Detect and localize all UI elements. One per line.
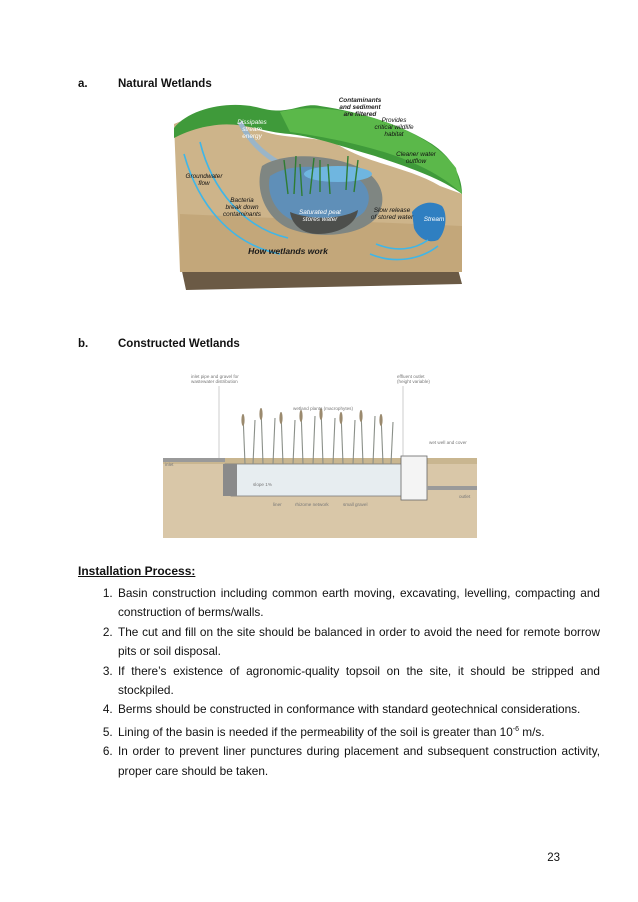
label-groundwater-1: Groundwater — [185, 173, 223, 180]
step-item — [116, 623, 600, 662]
label-provides-3: habitat — [384, 131, 404, 138]
step-text: Lining of the basin is needed if the permeability of the soil is greater than 10 — [118, 724, 513, 739]
step-text: Berms should be constructed in conformance with standard geotechnical considerations. — [118, 702, 581, 717]
label-inlet-pipe-2: wastewater distribution — [191, 379, 238, 384]
label-slow-2: of stored water — [370, 214, 414, 221]
section-title: Constructed Wetlands — [118, 338, 240, 350]
label-contaminants-1: Contaminants — [338, 97, 382, 104]
step-item — [116, 662, 600, 701]
label-outlet: outlet — [459, 494, 471, 499]
step-text-end: m/s. — [519, 724, 545, 739]
step-item — [116, 720, 600, 742]
installation-title: Installation Process: — [78, 564, 196, 578]
label-dissipates-1: Dissipates — [237, 119, 267, 126]
step-item — [116, 700, 600, 719]
constructed-wetlands-diagram — [163, 368, 477, 538]
illustration-caption: How wetlands work — [248, 246, 328, 256]
installation-steps — [78, 584, 600, 781]
page-number: 23 — [547, 852, 560, 864]
step-text: In order to prevent liner punctures during placement and subsequent construction activity, proper care should be taken. — [118, 744, 600, 778]
label-slope: slope 1% — [253, 482, 272, 487]
label-peat-2: stores water — [302, 216, 338, 223]
label-bacteria-2: break down — [225, 204, 259, 211]
superscript-exponent: -6 — [512, 725, 520, 733]
section-a-heading — [78, 78, 558, 94]
section-title: Natural Wetlands — [118, 78, 212, 90]
natural-wetlands-illustration — [170, 94, 466, 290]
section-letter: a. — [78, 78, 88, 90]
label-provides-1: Provides — [381, 117, 407, 124]
label-peat-1: Saturated peat — [299, 209, 341, 216]
step-text: If there’s existence of agronomic-quality topsoil on the site, it should be stripped and stockpiled. — [118, 663, 600, 698]
section-b-heading — [78, 338, 558, 354]
label-effluent-1: effluent outlet — [397, 374, 425, 379]
label-dissipates-3: energy — [242, 133, 262, 140]
label-bacteria-3: contaminants — [222, 211, 262, 218]
step-text: The cut and fill on the site should be balanced in order to avoid the need for remote borrow pits or soil disposal. — [118, 624, 600, 659]
step-item — [116, 584, 600, 623]
label-slow-1: Slow release — [373, 207, 411, 214]
label-stream: Stream — [423, 216, 445, 223]
label-dissipates-2: stream — [242, 126, 262, 133]
label-groundwater-2: flow — [198, 180, 210, 187]
label-inlet-pipe-1: inlet pipe and gravel for — [191, 374, 239, 379]
label-bacteria-1: Bacteria — [230, 197, 254, 204]
label-effluent-2: (height variable) — [397, 379, 430, 384]
label-liner: liner — [273, 502, 282, 507]
label-wet-well: wet well and cover — [429, 440, 467, 445]
label-gravel: small gravel — [343, 502, 368, 507]
label-cleaner-1: Cleaner water — [396, 151, 436, 158]
step-item — [116, 742, 600, 781]
section-letter: b. — [78, 338, 89, 350]
label-contaminants-3: are filtered — [343, 111, 377, 118]
step-text: Basin construction including common earth moving, excavating, levelling, compacting and construction of berms/walls. — [118, 586, 600, 620]
label-cleaner-2: outflow — [405, 158, 427, 165]
label-plants: wetland plants (macrophytes) — [293, 406, 354, 411]
label-inlet: inlet — [165, 462, 174, 467]
label-contaminants-2: and sediment — [339, 104, 381, 111]
label-rhizome: rhizome network — [295, 502, 329, 507]
label-provides-2: critical wildlife — [374, 124, 414, 131]
